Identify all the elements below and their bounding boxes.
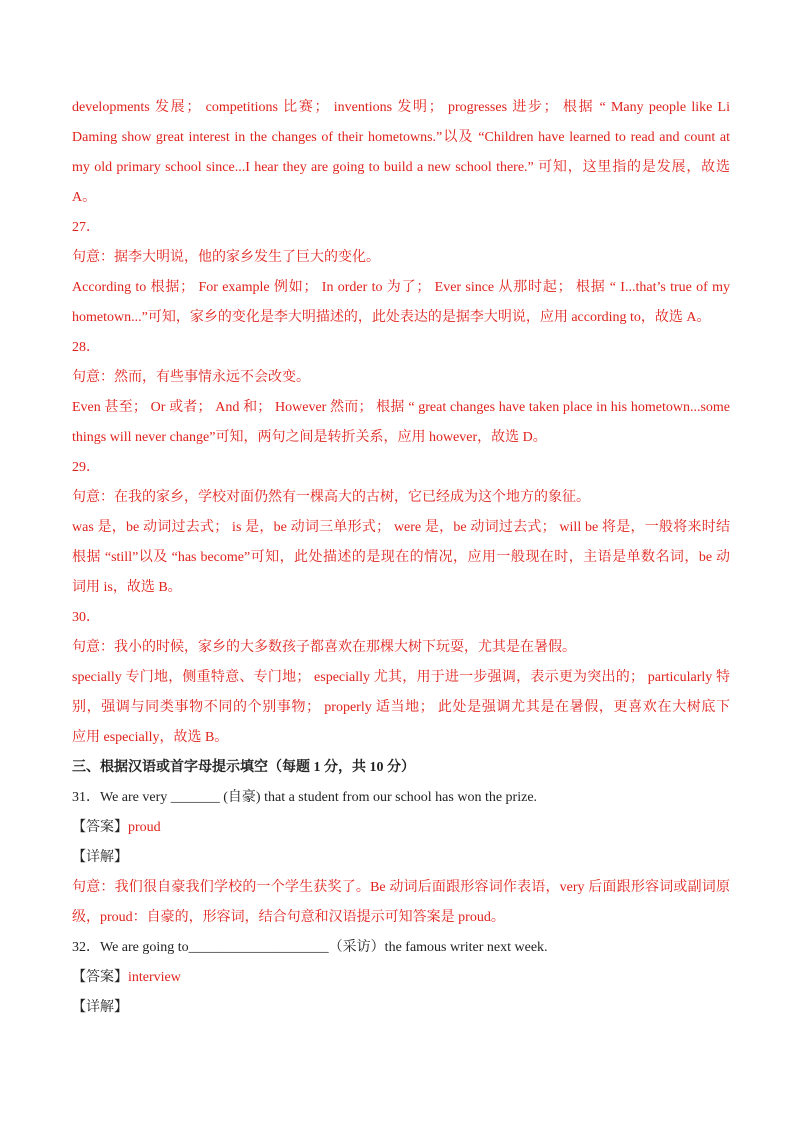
q29-explanation-line-2: 根据 “still”以及 “has become”可知，此处描述的是现在的情况，应用一般现在时，主语是单数名词，be 动 [72,550,730,565]
q29-number: 29． [72,460,100,475]
q32-answer [72,963,730,993]
q28-number: 28． [72,340,100,355]
q30-explanation-line-3: 应用 especially，故选 B。 [72,730,229,745]
q28-explanation-line-2: things will never change”可知，两句之间是转折关系，应用 however，故选 D。 [72,430,547,445]
document-page [72,93,730,1023]
q31-answer-text: proud [128,820,161,835]
q26-explanation-line-4: A。 [72,190,97,205]
q26-explanation-line-1: developments 发展； competitions 比赛； inventions 发明； progresses 进步； 根据 “ Many people like Li [72,100,730,115]
q27-number: 27． [72,220,100,235]
q31-answer [72,813,730,843]
q28-explanation-line-1: Even 甚至； Or 或者； And 和； However 然而； 根据 “ great changes have taken place in his hometown...some [72,400,730,415]
q31-answer-label: 【答案】 [72,820,128,835]
q32-detail-label: 【详解】 [72,1000,128,1015]
q32-answer-text: interview [128,970,181,985]
q26-explanation-line-3: my old primary school since...I hear they are going to build a new school there.” 可知，这里指的是发展，故选 [72,160,730,175]
q31-detail-label: 【详解】 [72,850,128,865]
q30-meaning: 句意：我小的时候，家乡的大多数孩子都喜欢在那棵大树下玩耍，尤其是在暑假。 [72,640,576,655]
q26-explanation-line-2: Daming show great interest in the changes of their hometowns.”以及 “Children have learned to read and count at [72,130,730,145]
q27-explanation-line-2: hometown...”可知，家乡的变化是李大明描述的，此处表达的是据李大明说，应用 according to，故选 A。 [72,310,711,325]
q27-explanation-line-1: According to 根据； For example 例如； In order to 为了； Ever since 从那时起； 根据 “ I...that’s true of my [72,280,730,295]
q29-explanation-line-3: 词用 is，故选 B。 [72,580,182,595]
q31-explanation-line-2: 级，proud：自豪的，形容词，结合句意和汉语提示可知答案是 proud。 [72,910,505,925]
q30-explanation-line-1: specially 专门地，侧重特意、专门地； especially 尤其，用于进一步强调，表示更为突出的； particularly 特 [72,670,730,685]
q28-meaning: 句意：然而，有些事情永远不会改变。 [72,370,310,385]
q29-meaning: 句意：在我的家乡，学校对面仍然有一棵高大的古树，它已经成为这个地方的象征。 [72,490,590,505]
q32-question: 32．We are going to____________________（采访）the famous writer next week. [72,940,548,955]
section-3-heading: 三、根据汉语或首字母提示填空（每题 1 分，共 10 分） [72,760,415,775]
q30-number: 30． [72,610,100,625]
q30-explanation-line-2: 别，强调与同类事物不同的个别事物； properly 适当地； 此处是强调尤其是在暑假，更喜欢在大树底下 [72,700,730,715]
q29-explanation-line-1: was 是，be 动词过去式； is 是，be 动词三单形式； were 是，be 动词过去式； will be 将是，一般将来时结 [72,520,730,535]
q31-explanation-line-1: 句意：我们很自豪我们学校的一个学生获奖了。Be 动词后面跟形容词作表语，very 后面跟形容词或副词原 [72,880,730,895]
q32-answer-label: 【答案】 [72,970,128,985]
q27-meaning: 句意：据李大明说，他的家乡发生了巨大的变化。 [72,250,380,265]
q31-question: 31．We are very _______ (自豪) that a student from our school has won the prize. [72,790,538,805]
